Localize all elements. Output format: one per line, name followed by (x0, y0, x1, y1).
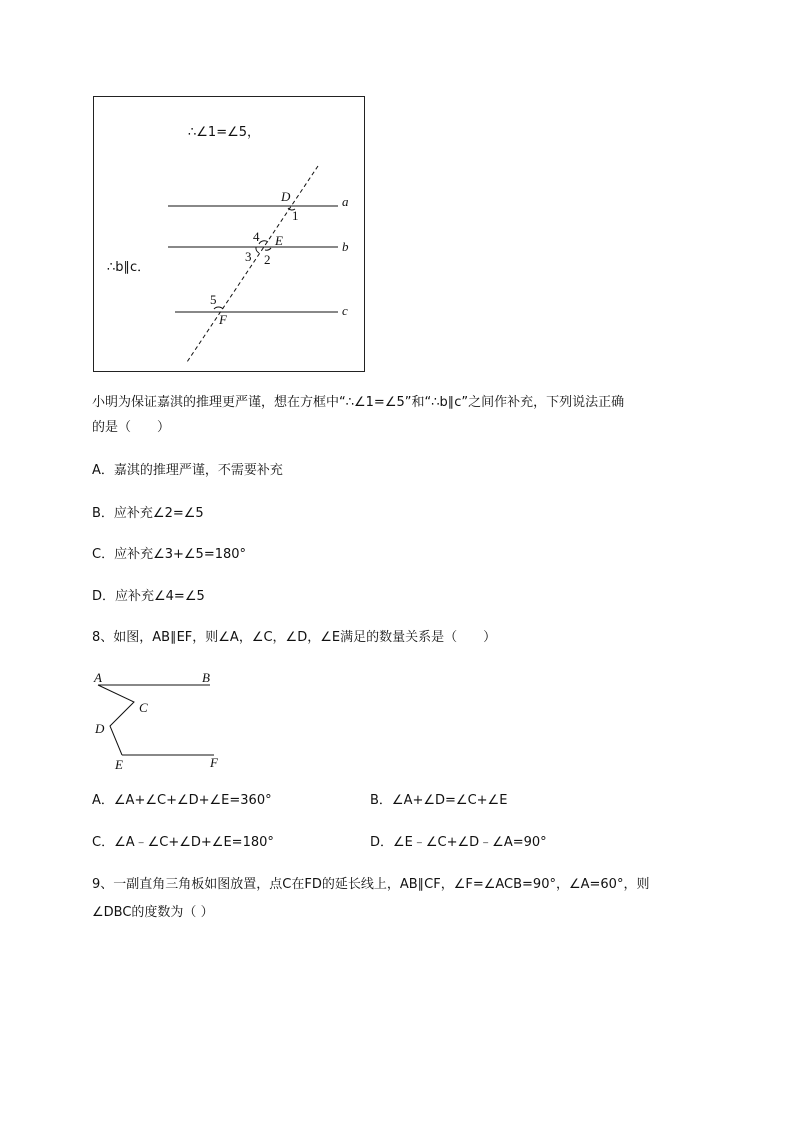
q7-option-A: A．嘉淇的推理严谨，不需要补充 (92, 463, 283, 478)
label-line-b: b (342, 239, 349, 254)
label-B: B (202, 670, 210, 685)
q8-option-C: C．∠A﹣∠C+∠D+∠E=180° (92, 835, 274, 850)
q9-stem-line1: 9、一副直角三角板如图放置，点C在FD的延长线上，AB∥CF，∠F=∠ACB=90°，∠A=60°，则 (92, 877, 650, 892)
transversal-line (187, 166, 318, 362)
angle-5-arc (214, 307, 223, 309)
label-angle-5: 5 (210, 292, 217, 307)
label-point-F: F (219, 312, 227, 327)
q7-stem-line1: 小明为保证嘉淇的推理更严谨，想在方框中“∴∠1=∠5”和“∴b∥c”之间作补充，下列说法正确 (92, 395, 625, 410)
label-A: A (94, 670, 102, 685)
q7-option-D: D．应补充∠4=∠5 (92, 589, 205, 604)
q7-stem-line2: 的是（ ） (92, 420, 171, 435)
label-angle-4: 4 (253, 229, 260, 244)
label-D: D (95, 721, 105, 736)
q7-option-C: C．应补充∠3+∠5=180° (92, 547, 247, 562)
label-F: F (210, 755, 218, 770)
label-line-c: c (342, 303, 348, 318)
q8-option-D: D．∠E﹣∠C+∠D﹣∠A=90° (370, 835, 547, 850)
label-angle-1: 1 (292, 208, 299, 223)
q7-diagram (168, 166, 349, 362)
label-line-a: a (342, 194, 349, 209)
q8-option-A: A．∠A+∠C+∠D+∠E=360° (92, 793, 272, 808)
label-C: C (139, 700, 148, 715)
label-angle-3: 3 (245, 249, 252, 264)
angle-2-arc (265, 248, 271, 250)
label-point-E: E (275, 233, 283, 248)
label-point-D: D (281, 189, 291, 204)
box-text-therefore-angles: ∴∠1=∠5， (188, 125, 261, 140)
zigzag-ACDE (98, 685, 134, 755)
q7-option-B: B．应补充∠2=∠5 (92, 506, 204, 521)
angle-3-arc (256, 247, 259, 253)
label-angle-2: 2 (264, 252, 271, 267)
label-E: E (115, 757, 123, 772)
box-text-therefore-parallel: ∴b∥c． (107, 260, 151, 275)
q8-diagram (93, 670, 219, 772)
q8-option-B: B．∠A+∠D=∠C+∠E (370, 793, 508, 808)
q8-stem: 8、如图，AB∥EF，则∠A，∠C，∠D，∠E满足的数量关系是（ ） (92, 630, 497, 645)
q9-stem-line2: ∠DBC的度数为（ ） (92, 905, 214, 920)
